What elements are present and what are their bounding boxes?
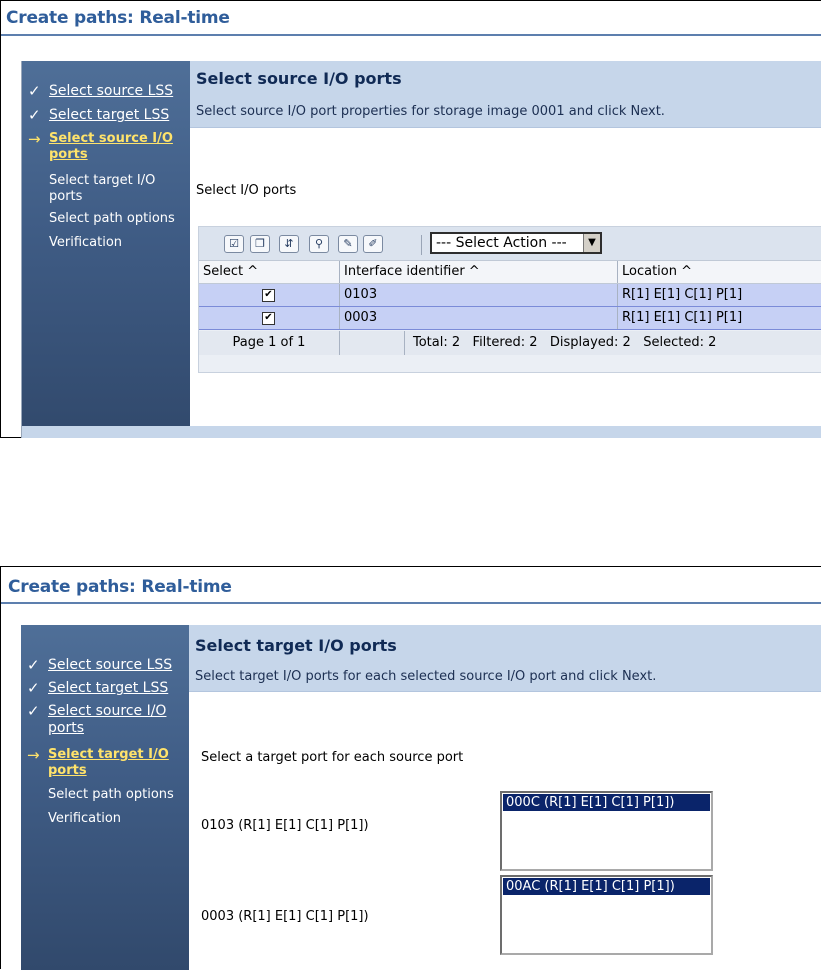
step-select-path-options <box>22 211 190 231</box>
source-port-label: 0103 (R[1] E[1] C[1] P[1]) <box>201 818 369 833</box>
step-select-source-io-ports[interactable] <box>21 703 198 737</box>
wizard <box>21 625 821 970</box>
step-label[interactable]: Select target LSS <box>49 107 170 123</box>
step-label: Select target I/O ports <box>49 173 156 204</box>
select-action-dropdown[interactable] <box>430 232 602 254</box>
arrow-right-icon: → <box>28 130 41 148</box>
selected-option[interactable]: 000C (R[1] E[1] C[1] P[1]) <box>503 794 710 811</box>
row-checkbox[interactable]: ✔ <box>262 312 275 325</box>
check-icon: ✓ <box>27 702 40 720</box>
create-paths-panel-source-ports <box>0 0 821 438</box>
source-port-label: 0003 (R[1] E[1] C[1] P[1]) <box>201 909 369 924</box>
selected-option[interactable]: 00AC (R[1] E[1] C[1] P[1]) <box>503 878 710 895</box>
footer-divider <box>339 331 405 355</box>
step-select-target-io-ports[interactable] <box>21 747 198 779</box>
table-row[interactable] <box>199 307 821 330</box>
interface-cell: 0003 <box>339 307 617 329</box>
expand-icon[interactable]: ⇵ <box>279 235 299 253</box>
table-footer <box>199 331 821 355</box>
column-header-location[interactable]: Location ^ <box>617 261 821 283</box>
wizard-steps-sidebar <box>21 625 189 970</box>
content-header <box>190 61 821 128</box>
step-select-source-io-ports[interactable] <box>22 131 199 163</box>
wizard <box>21 61 821 438</box>
step-select-path-options <box>21 787 189 807</box>
step-label: Verification <box>49 235 123 250</box>
step-heading: Select target I/O ports <box>195 636 397 655</box>
check-icon: ✓ <box>28 82 41 100</box>
step-label[interactable]: Select source LSS <box>48 657 173 673</box>
wizard-steps-sidebar <box>22 61 190 438</box>
row-checkbox[interactable]: ✔ <box>262 289 275 302</box>
check-icon: ✓ <box>28 106 41 124</box>
collapse-icon[interactable]: ⚲ <box>309 235 329 253</box>
column-header-interface[interactable]: Interface identifier ^ <box>339 261 617 283</box>
step-select-target-lss[interactable] <box>22 107 190 127</box>
step-select-target-io-ports <box>22 173 189 205</box>
step-description: Select target I/O ports for each selected source I/O port and click Next. <box>195 669 657 684</box>
step-label: Select path options <box>48 787 174 802</box>
step-label: Verification <box>48 811 122 826</box>
select-cell <box>199 284 339 306</box>
wizard-content <box>189 625 821 970</box>
wizard-content <box>190 61 821 438</box>
clear-sort-icon[interactable]: ✐ <box>363 235 383 253</box>
page-title: Create paths: Real-time <box>6 8 230 28</box>
check-icon: ✓ <box>27 656 40 674</box>
check-icon: ✓ <box>27 679 40 697</box>
step-heading: Select source I/O ports <box>196 69 402 88</box>
column-header-select[interactable]: Select ^ <box>203 264 259 279</box>
table-summary: Total: 2 Filtered: 2 Displayed: 2 Selected: 2 <box>413 335 717 350</box>
page-indicator: Page 1 of 1 <box>232 335 306 350</box>
step-select-source-lss[interactable] <box>21 657 189 677</box>
step-select-source-lss[interactable] <box>22 83 190 103</box>
step-label: Select path options <box>49 211 175 226</box>
select-action-value: --- Select Action --- <box>436 235 567 251</box>
step-label[interactable]: Select source LSS <box>49 83 174 99</box>
edit-sort-icon[interactable]: ✎ <box>338 235 358 253</box>
step-label[interactable]: Select source I/O ports <box>49 131 173 162</box>
wizard-bottom-bar <box>22 426 821 438</box>
title-divider <box>1 602 821 604</box>
table-row[interactable] <box>199 284 821 307</box>
step-verification <box>21 811 189 831</box>
page-title: Create paths: Real-time <box>8 577 232 597</box>
target-port-listbox[interactable] <box>500 875 713 955</box>
select-all-icon[interactable]: ☑ <box>224 235 244 253</box>
content-header <box>189 625 821 692</box>
step-label[interactable]: Select source I/O ports <box>48 703 167 736</box>
table-header-row <box>199 261 821 284</box>
chevron-down-icon[interactable]: ▼ <box>583 234 600 252</box>
section-label: Select a target port for each source port <box>201 750 464 765</box>
arrow-right-icon: → <box>27 746 40 764</box>
io-ports-table <box>198 226 821 373</box>
table-toolbar <box>199 227 821 261</box>
location-cell: R[1] E[1] C[1] P[1] <box>617 307 821 329</box>
deselect-all-icon[interactable]: ❐ <box>250 235 270 253</box>
select-cell <box>199 307 339 329</box>
step-label[interactable]: Select target I/O ports <box>48 747 169 778</box>
step-verification <box>22 235 190 255</box>
target-port-listbox[interactable] <box>500 791 713 871</box>
step-select-target-lss[interactable] <box>21 680 189 700</box>
step-label[interactable]: Select target LSS <box>48 680 169 696</box>
section-label: Select I/O ports <box>196 183 297 198</box>
interface-cell: 0103 <box>339 284 617 306</box>
toolbar-separator <box>421 235 422 255</box>
location-cell: R[1] E[1] C[1] P[1] <box>617 284 821 306</box>
create-paths-panel-target-ports <box>0 566 821 969</box>
title-divider <box>1 34 821 36</box>
step-description: Select source I/O port properties for storage image 0001 and click Next. <box>196 104 665 119</box>
